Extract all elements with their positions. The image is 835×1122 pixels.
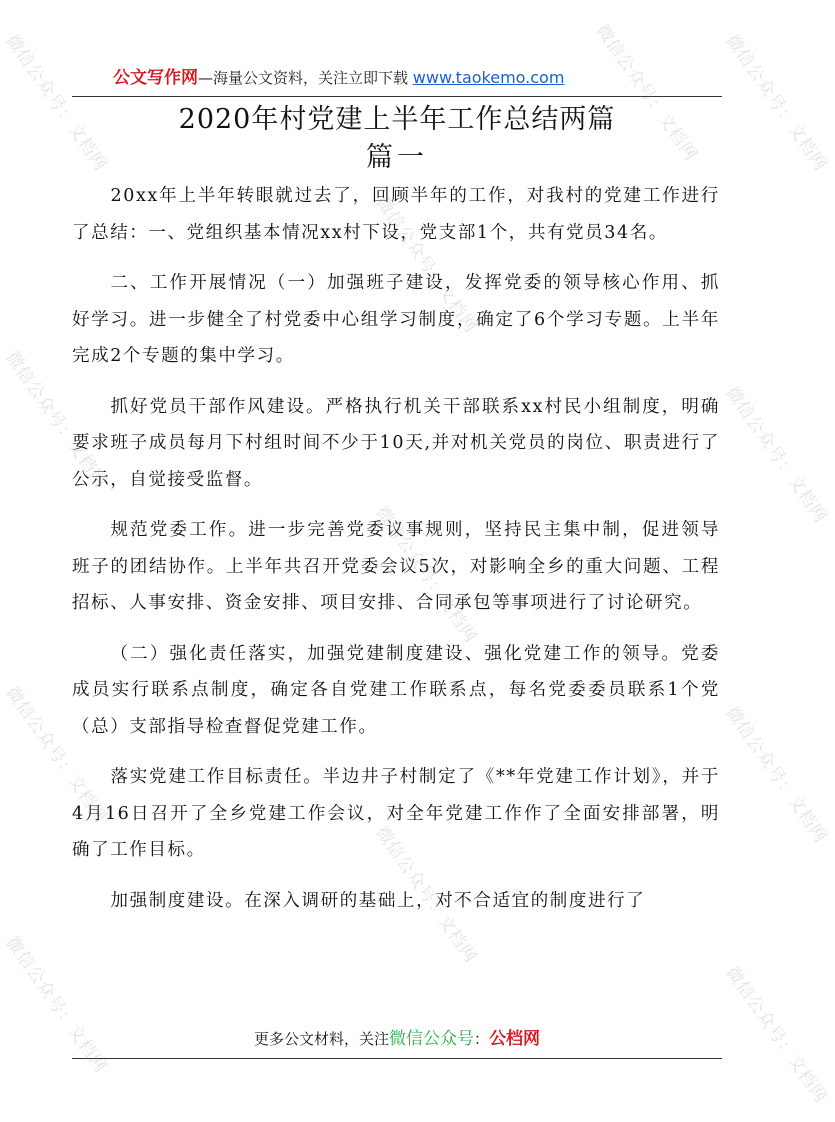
watermark: 微信公众号：文档网 [1,682,111,828]
header-brand: 公文写作网 [113,68,198,88]
watermark: 微信公众号：文档网 [721,962,831,1108]
footer-prefix: 更多公文材料，关注 [253,1030,389,1048]
document-title: 2020年村党建上半年工作总结两篇 [178,104,616,135]
document-body [72,178,720,933]
page-header [113,68,713,88]
body-paragraph: 20xx年上半年转眼就过去了，回顾半年的工作，对我村的党建工作进行了总结：一、党组织基本情况xx村下设，党支部1个，共有党员34名。 [72,186,720,243]
body-paragraph: 二、工作开展情况（一）加强班子建设，发挥党委的领导核心作用、抓好学习。进一步健全了村党委中心组学习制度，确定了6个学习专题。上半年完成2个专题的集中学习。 [72,273,720,366]
body-paragraph: 规范党委工作。进一步完善党委议事规则，坚持民主集中制，促进领导班子的团结协作。上半年共召开党委会议5次，对影响全乡的重大问题、工程招标、人事安排、资金安排、项目安排、合同承包等事项进行了讨论研究。 [72,520,720,613]
body-paragraph: （二）强化责任落实，加强党建制度建设、强化党建工作的领导。党委成员实行联系点制度，确定各自党建工作联系点，每名党委委员联系1个党（总）支部指导检查督促党建工作。 [72,643,720,737]
body-paragraph: 落实党建工作目标责任。半边井子村制定了《**年党建工作计划》，并于4月16日召开了全乡党建工作会议，对全年党建工作作了全面安排部署，明确了工作目标。 [72,767,720,860]
header-divider [72,96,722,97]
watermark: 微信公众号：文档网 [721,382,831,528]
header-url-link[interactable]: www.taokemo.com [412,68,565,87]
watermark: 微信公众号：文档网 [371,502,481,648]
body-paragraph: 抓好党员干部作风建设。严格执行机关干部联系xx村民小组制度，明确要求班子成员每月下村组时间不少于10天,并对机关党员的岗位、职责进行了公示，自觉接受监督。 [72,396,720,490]
footer-channel: 微信公众号 [389,1029,474,1049]
document-subtitle: 篇一 [366,142,428,173]
watermark: 微信公众号：文档网 [1,932,111,1078]
watermark: 微信公众号：文档网 [371,192,481,338]
watermark: 微信公众号：文档网 [1,30,111,176]
footer-name: 公档网 [489,1029,541,1049]
footer-divider [72,1058,722,1059]
watermark: 微信公众号：文档网 [371,822,481,968]
watermark: 微信公众号：文档网 [721,30,831,176]
footer-colon: ： [474,1030,490,1048]
body-paragraph: 加强制度建设。在深入调研的基础上，对不合适宜的制度进行了 [110,890,646,911]
watermark: 微信公众号：文档网 [1,347,111,493]
header-tagline: —海量公文资料，关注立即下载 [198,69,409,87]
page-footer [72,1028,722,1050]
watermark: 微信公众号：文档网 [591,20,701,166]
watermark: 微信公众号：文档网 [721,702,831,848]
